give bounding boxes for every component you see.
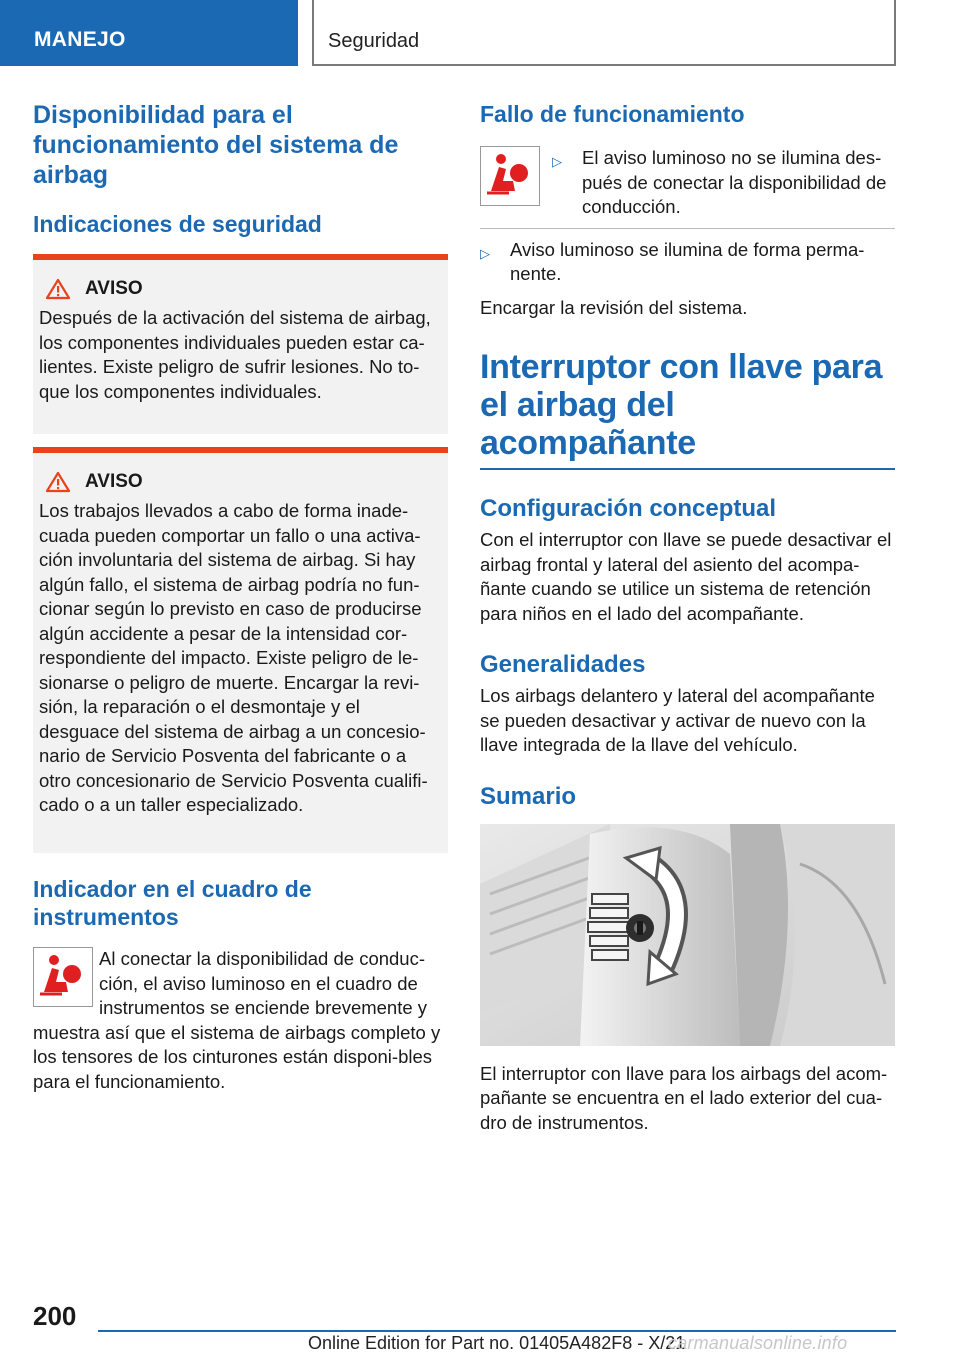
fault-bullet-1-text: El aviso luminoso no se ilumina des-pués de conectar la disponibilidad de conducción.	[582, 147, 887, 217]
switch-title: Interruptor con llave para el airbag del acompañante	[480, 348, 883, 462]
footer-watermark: carmanualsonline.info	[668, 1333, 848, 1353]
switch-title-block	[480, 348, 895, 470]
chapter-tab	[312, 0, 896, 66]
page-number: 200	[33, 1301, 77, 1331]
section-title: Disponibilidad para el funcionamiento del sistema de airbag	[33, 101, 399, 189]
section-label: MANEJO	[34, 28, 126, 51]
summary-text: El interruptor con llave para los airbags del acom-pañante se encuentra en el lado exterior del cua-dro de instrumentos.	[480, 1062, 888, 1133]
concept-text: Con el interruptor con llave se puede desactivar el airbag frontal y lateral del asiento del acompa-ñante cuando se utilice un sistema de retención para niños en el lado del acompañante.	[480, 529, 892, 624]
fault-note: Encargar la revisión del sistema.	[480, 296, 748, 318]
warning-title	[45, 471, 442, 493]
summary-heading: Sumario	[480, 782, 577, 810]
triangle-bullet-icon: ▷	[480, 245, 490, 261]
triangle-bullet-icon: ▷	[552, 154, 562, 169]
indicator-block	[33, 947, 448, 1021]
section-tab	[0, 0, 298, 66]
warning-triangle-icon	[45, 278, 71, 300]
footer-edition: Online Edition for Part no. 01405A482F8 - X/21	[308, 1333, 686, 1353]
fault-heading: Fallo de funcionamiento	[480, 101, 745, 127]
warning-title	[45, 278, 442, 300]
fault-bullet-2-text: Aviso luminoso se ilumina de forma perma-nente.	[510, 238, 865, 284]
warning-triangle-icon	[45, 471, 71, 493]
airbag-key-switch-photo	[480, 824, 895, 1046]
warning-text-1: Después de la activación del sistema de airbag, los componentes individuales pueden estar ca-lientes. Existe peligro de sufrir lesiones. No to-que los componentes individuales.	[39, 307, 431, 402]
footer-rule	[98, 1330, 896, 1332]
fault-block	[480, 146, 895, 220]
left-column	[33, 100, 448, 1094]
fault-bullet-2	[480, 238, 895, 287]
warning-text-2: Los trabajos llevados a cabo de forma inade-cuada pueden comportar un fallo o una activa-ción involuntaria del sistema de airbag. Si hay algún fallo, el sistema de airbag podría no fun-cionar según lo previsto en caso de producirse algún accidente a pesar de la intensidad cor-respondiente del impacto. Existe peligro de le-sionarse o peligro de muerte. Encargar la revi-sión, la reparación o el desmontaje y el desguace del sistema de airbag a un concesio-nario de Servicio Posventa del fabricante o a otro concesionario de Servicio Posventa cualifi-cado o a un taller especializado.	[39, 500, 428, 815]
fault-bullet-1	[552, 146, 895, 220]
airbag-warning-icon	[33, 947, 93, 1007]
divider	[480, 228, 895, 229]
indicator-heading: Indicador en el cuadro de instrumentos	[33, 876, 312, 930]
warning-box-1	[33, 254, 448, 434]
indicator-text-continued: muestra así que el sistema de airbags completo y los tensores de los cinturones están disponi-bles para el funcionamiento.	[33, 1021, 441, 1092]
warning-label: AVISO	[85, 471, 143, 492]
warning-box-2	[33, 447, 448, 853]
airbag-warning-icon	[480, 146, 540, 206]
general-text: Los airbags delantero y lateral del acompañante se pueden desactivar y activar de nuevo con la llave integrada de la llave del vehículo.	[480, 685, 875, 755]
general-heading: Generalidades	[480, 651, 646, 678]
right-column	[480, 100, 895, 1135]
safety-heading: Indicaciones de seguridad	[33, 211, 322, 237]
indicator-text: Al conectar la disponibilidad de conduc-ción, el aviso luminoso en el cuadro de instrumentos se enciende brevemente y	[99, 948, 428, 1018]
concept-heading: Configuración conceptual	[480, 495, 777, 522]
warning-label: AVISO	[85, 278, 143, 299]
chapter-label: Seguridad	[328, 30, 420, 52]
